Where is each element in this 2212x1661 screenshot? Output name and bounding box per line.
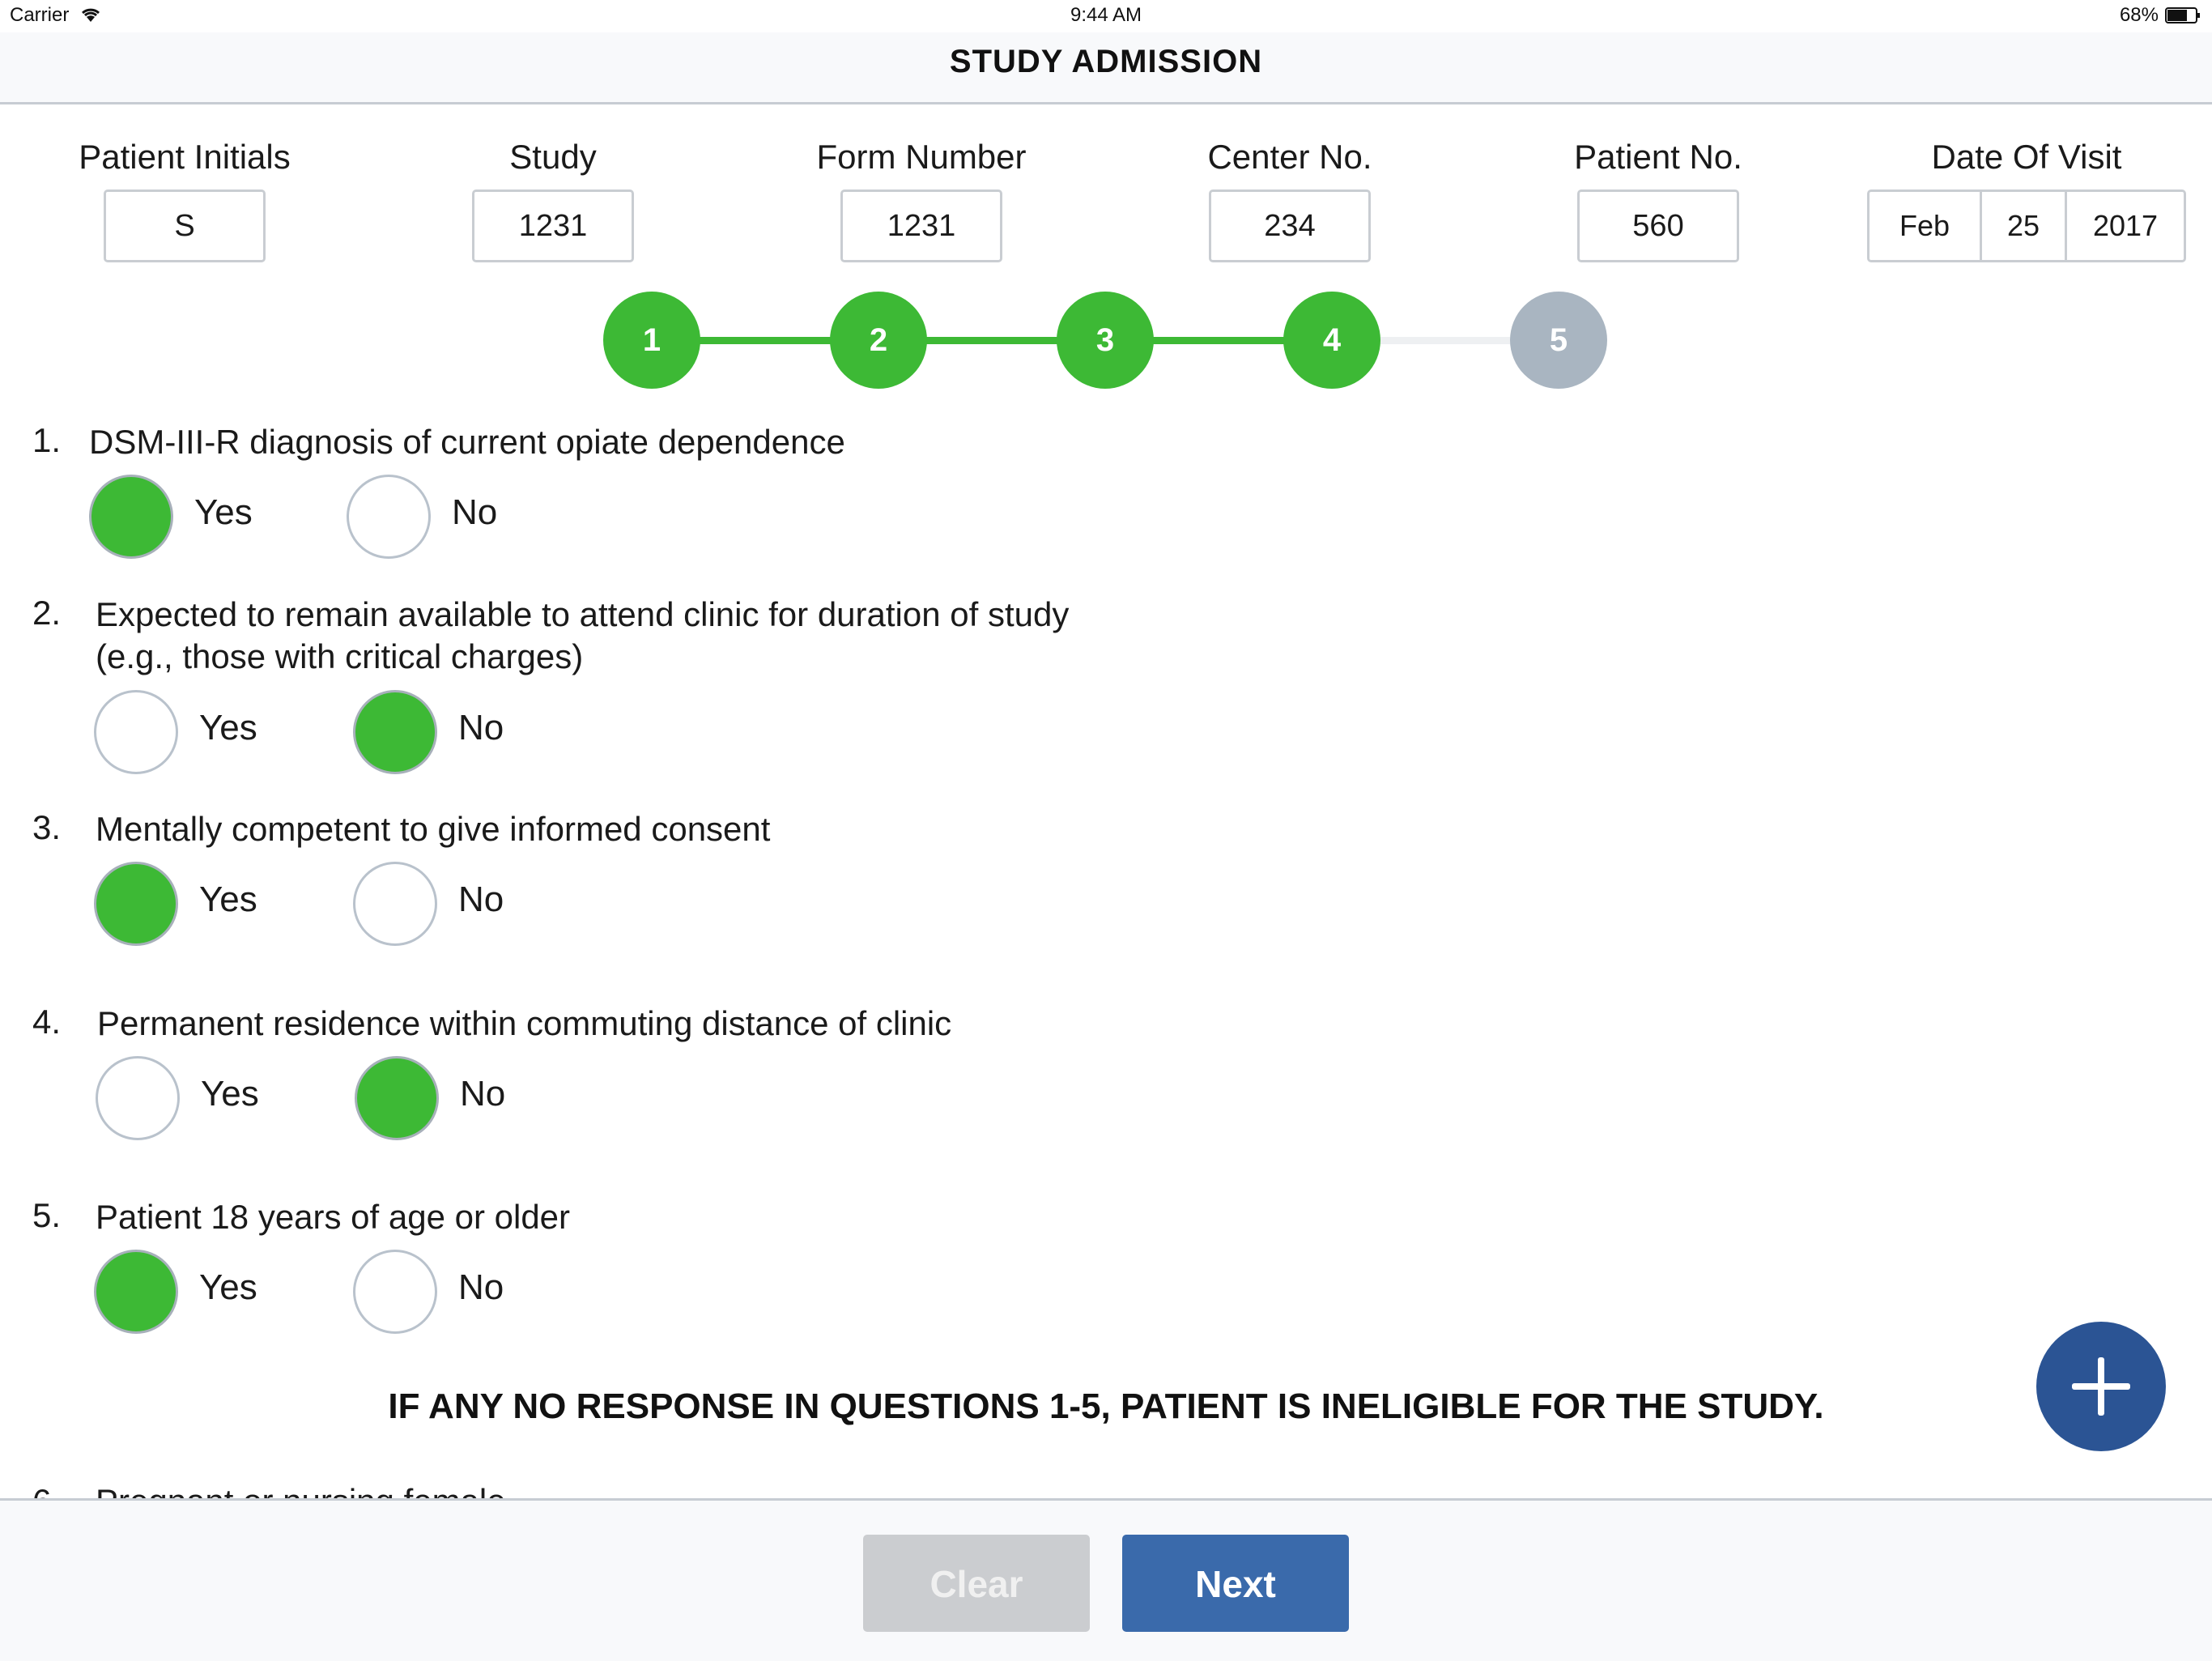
- question-text: DSM-III-R diagnosis of current opiate dependence: [89, 423, 845, 461]
- date-of-visit-picker[interactable]: [1867, 190, 2186, 262]
- battery-percent: 68%: [2119, 4, 2159, 26]
- study-label: Study: [509, 138, 597, 176]
- question-number: 1.: [32, 421, 62, 459]
- patient-no-label: Patient No.: [1574, 138, 1742, 176]
- option-no-label: No: [458, 708, 504, 747]
- radio-selected[interactable]: [94, 1250, 178, 1334]
- q3-no-option[interactable]: [353, 862, 564, 946]
- center-no-field: [1105, 134, 1474, 262]
- question-number: 3.: [32, 808, 62, 846]
- patient-initials-field: [0, 134, 369, 262]
- q1-yes-option[interactable]: [89, 475, 300, 559]
- progress-stepper: [0, 292, 2212, 390]
- q1-no-option[interactable]: [347, 475, 557, 559]
- option-no-label: No: [458, 879, 504, 919]
- form-number-label: Form Number: [816, 138, 1027, 176]
- question-6-partial: [32, 1476, 842, 1493]
- radio-unselected[interactable]: [94, 690, 178, 774]
- question-text: Permanent residence within commuting distance of clinic: [97, 1004, 952, 1042]
- question-text: Mentally competent to give informed consent: [96, 810, 771, 848]
- question-number: 5.: [32, 1196, 62, 1234]
- step-5[interactable]: 5: [1510, 292, 1607, 389]
- patient-no-input[interactable]: 560: [1577, 190, 1739, 262]
- form-number-field: [737, 134, 1106, 262]
- date-month[interactable]: Feb: [1870, 192, 1982, 260]
- step-4[interactable]: 4: [1283, 292, 1380, 389]
- q4-no-option[interactable]: [355, 1056, 565, 1140]
- clock: 9:44 AM: [1070, 4, 1142, 26]
- radio-unselected[interactable]: [353, 1250, 437, 1334]
- date-of-visit-field: [1842, 134, 2211, 262]
- question-number: 4.: [32, 1003, 62, 1041]
- date-year[interactable]: 2017: [2092, 209, 2159, 242]
- radio-unselected[interactable]: [353, 862, 437, 946]
- center-no-input[interactable]: 234: [1209, 190, 1371, 262]
- radio-unselected[interactable]: [96, 1056, 180, 1140]
- step-1[interactable]: 1: [603, 292, 700, 389]
- page-title: STUDY ADMISSION: [949, 44, 1263, 79]
- question-number: 2.: [32, 594, 62, 632]
- next-button[interactable]: Next: [1122, 1535, 1349, 1632]
- date-of-visit-label: Date Of Visit: [1931, 138, 2122, 176]
- q3-yes-option[interactable]: [94, 862, 304, 946]
- option-no-label: No: [458, 1267, 504, 1307]
- q5-no-option[interactable]: [353, 1250, 564, 1334]
- study-field: [368, 134, 738, 262]
- q4-yes-option[interactable]: [96, 1056, 306, 1140]
- clear-button[interactable]: Clear: [863, 1535, 1090, 1632]
- navigation-bar: [0, 32, 2212, 104]
- battery-icon: [2165, 7, 2201, 23]
- status-bar: [0, 0, 2212, 32]
- study-input[interactable]: 1231: [472, 190, 634, 262]
- radio-selected[interactable]: [94, 862, 178, 946]
- option-yes-label: Yes: [194, 492, 253, 532]
- step-3[interactable]: 3: [1057, 292, 1154, 389]
- patient-no-field: [1474, 134, 1843, 262]
- plus-icon: [2036, 1322, 2166, 1451]
- option-yes-label: Yes: [201, 1074, 259, 1114]
- option-yes-label: Yes: [199, 1267, 257, 1307]
- option-yes-label: Yes: [199, 879, 257, 919]
- radio-selected[interactable]: [89, 475, 173, 559]
- radio-selected[interactable]: [355, 1056, 439, 1140]
- add-button[interactable]: [2036, 1322, 2166, 1451]
- q2-no-option[interactable]: [353, 690, 564, 774]
- q2-yes-option[interactable]: [94, 690, 304, 774]
- form-number-input[interactable]: 1231: [840, 190, 1002, 262]
- radio-selected[interactable]: [353, 690, 437, 774]
- ineligibility-warning: IF ANY NO RESPONSE IN QUESTIONS 1-5, PATIENT IS INELIGIBLE FOR THE STUDY.: [388, 1386, 1824, 1426]
- step-2[interactable]: 2: [830, 292, 927, 389]
- option-no-label: No: [452, 492, 498, 532]
- patient-initials-input[interactable]: S: [104, 190, 266, 262]
- option-yes-label: Yes: [199, 708, 257, 747]
- carrier-label: Carrier: [10, 4, 70, 26]
- question-text: Expected to remain available to attend clinic for duration of study (e.g., those with critical charges): [96, 595, 1070, 675]
- q5-yes-option[interactable]: [94, 1250, 304, 1334]
- question-text: Patient 18 years of age or older: [96, 1198, 571, 1236]
- radio-unselected[interactable]: [347, 475, 431, 559]
- patient-initials-label: Patient Initials: [79, 138, 291, 176]
- center-no-label: Center No.: [1207, 138, 1372, 176]
- option-no-label: No: [460, 1074, 506, 1114]
- bottom-toolbar: [0, 1498, 2212, 1661]
- date-day[interactable]: 25: [1982, 192, 2067, 260]
